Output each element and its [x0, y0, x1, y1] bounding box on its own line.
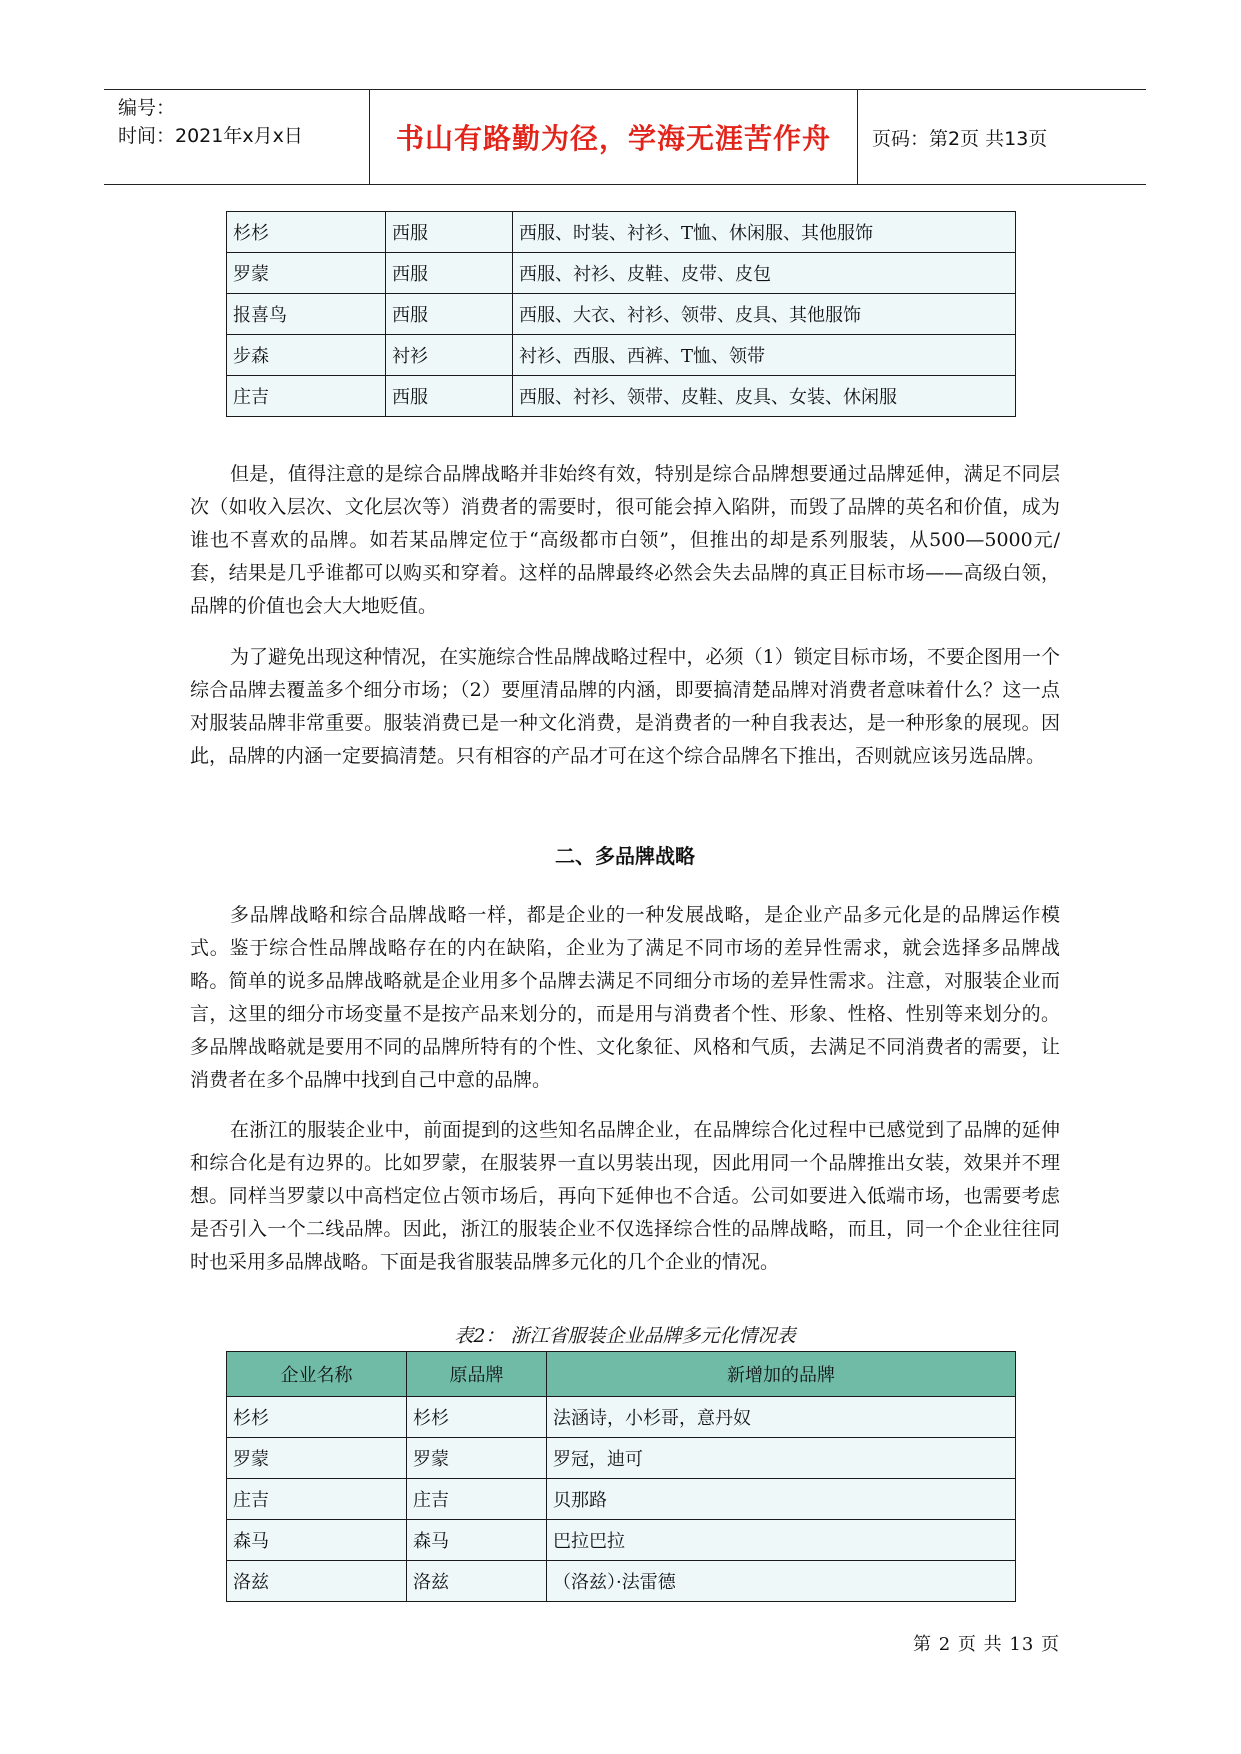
table-row	[227, 1397, 1016, 1438]
body-paragraph: 多品牌战略和综合品牌战略一样，都是企业的一种发展战略，是企业产品多元化是的品牌运作模式。鉴于综合性品牌战略存在的内在缺陷，企业为了满足不同市场的差异性需求，就会选择多品牌战略。简单的说多品牌战略就是企业用多个品牌去满足不同细分市场的差异性需求。注意，对服装企业而言，这里的细分市场变量不是按产品来划分的，而是用与消费者个性、形象、性格、性别等来划分的。多品牌战略就是要用不同的品牌所特有的个性、文化象征、风格和气质，去满足不同消费者的需要，让消费者在多个品牌中找到自己中意的品牌。	[190, 904, 1060, 1091]
table-cell: 杉杉	[227, 1397, 407, 1438]
column-header: 原品牌	[407, 1352, 547, 1397]
table-cell: 罗冠，迪可	[547, 1438, 1016, 1479]
table-header-row	[227, 1352, 1016, 1397]
table-row	[227, 294, 1016, 335]
table-cell: 西服	[386, 253, 513, 294]
header-meta	[118, 94, 368, 150]
table-cell: 报喜鸟	[227, 294, 386, 335]
table-cell: 西服	[386, 212, 513, 253]
page-footer: 第 2 页 共 13 页	[913, 1634, 1060, 1655]
table-row	[227, 253, 1016, 294]
table-cell: 杉杉	[407, 1397, 547, 1438]
table-caption: 表2： 浙江省服装企业品牌多元化情况表	[454, 1325, 796, 1347]
section-title: 二、多品牌战略	[555, 844, 695, 868]
table-row	[227, 376, 1016, 417]
table-cell: 贝那路	[547, 1479, 1016, 1520]
table-cell: 西服	[386, 294, 513, 335]
table-row	[227, 212, 1016, 253]
table-row	[227, 1520, 1016, 1561]
column-header: 新增加的品牌	[547, 1352, 1016, 1397]
body-paragraph: 为了避免出现这种情况，在实施综合性品牌战略过程中，必须（1）锁定目标市场，不要企图用一个综合品牌去覆盖多个细分市场；（2）要厘清品牌的内涵，即要搞清楚品牌对消费者意味着什么？这一点对服装品牌非常重要。服装消费已是一种文化消费，是消费者的一种自我表达，是一种形象的展现。因此，品牌的内涵一定要搞清楚。只有相容的产品才可在这个综合品牌名下推出，否则就应该另选品牌。	[190, 646, 1060, 767]
table-cell: 西服	[386, 376, 513, 417]
table-cell: 步森	[227, 335, 386, 376]
column-header: 企业名称	[227, 1352, 407, 1397]
document-number-label: 编号：	[118, 97, 176, 119]
table-row	[227, 1438, 1016, 1479]
body-paragraph: 但是，值得注意的是综合品牌战略并非始终有效，特别是综合品牌想要通过品牌延伸，满足不同层次（如收入层次、文化层次等）消费者的需要时，很可能会掉入陷阱，而毁了品牌的英名和价值，成为谁也不喜欢的品牌。如若某品牌定位于“高级都市白领”，但推出的却是系列服装，从500—5000元/套，结果是几乎谁都可以购买和穿着。这样的品牌最终必然会失去品牌的真正目标市场——高级白领，品牌的价值也会大大地贬值。	[190, 463, 1060, 617]
table-cell: （洛兹）·法雷德	[547, 1561, 1016, 1602]
table-cell: 森马	[227, 1520, 407, 1561]
table-cell: 罗蒙	[227, 1438, 407, 1479]
table-cell: 法涵诗，小杉哥，意丹奴	[547, 1397, 1016, 1438]
table-cell: 西服、大衣、衬衫、领带、皮具、其他服饰	[513, 294, 1016, 335]
brand-products-table	[226, 211, 1016, 417]
table-cell: 衬衫	[386, 335, 513, 376]
table-cell: 西服、衬衫、皮鞋、皮带、皮包	[513, 253, 1016, 294]
table-cell: 庄吉	[407, 1479, 547, 1520]
table-cell: 衬衫、西服、西裤、T恤、领带	[513, 335, 1016, 376]
table-cell: 杉杉	[227, 212, 386, 253]
body-paragraph: 在浙江的服装企业中，前面提到的这些知名品牌企业，在品牌综合化过程中已感觉到了品牌的延伸和综合化是有边界的。比如罗蒙，在服装界一直以男装出现，因此用同一个品牌推出女装，效果并不理想。同样当罗蒙以中高档定位占领市场后，再向下延伸也不合适。公司如要进入低端市场，也需要考虑是否引入一个二线品牌。因此，浙江的服装企业不仅选择综合性的品牌战略，而且，同一个企业往往同时也采用多品牌战略。下面是我省服装品牌多元化的几个企业的情况。	[190, 1119, 1060, 1273]
table-cell: 洛兹	[227, 1561, 407, 1602]
table-cell: 罗蒙	[407, 1438, 547, 1479]
brand-diversification-table	[226, 1351, 1016, 1602]
document-time-label: 时间：2021年x月x日	[118, 125, 303, 147]
header-page-info: 页码：第2页 共13页	[872, 128, 1048, 150]
table-cell: 森马	[407, 1520, 547, 1561]
table-cell: 庄吉	[227, 376, 386, 417]
table-row	[227, 335, 1016, 376]
page-header	[104, 89, 1146, 185]
table-cell: 西服、衬衫、领带、皮鞋、皮具、女装、休闲服	[513, 376, 1016, 417]
table-row	[227, 1561, 1016, 1602]
header-motto: 书山有路勤为径，学海无涯苦作舟	[395, 122, 831, 155]
header-divider	[857, 90, 858, 184]
table-cell: 庄吉	[227, 1479, 407, 1520]
table-cell: 西服、时装、衬衫、T恤、休闲服、其他服饰	[513, 212, 1016, 253]
table-cell: 巴拉巴拉	[547, 1520, 1016, 1561]
table-cell: 罗蒙	[227, 253, 386, 294]
table-cell: 洛兹	[407, 1561, 547, 1602]
table-row	[227, 1479, 1016, 1520]
